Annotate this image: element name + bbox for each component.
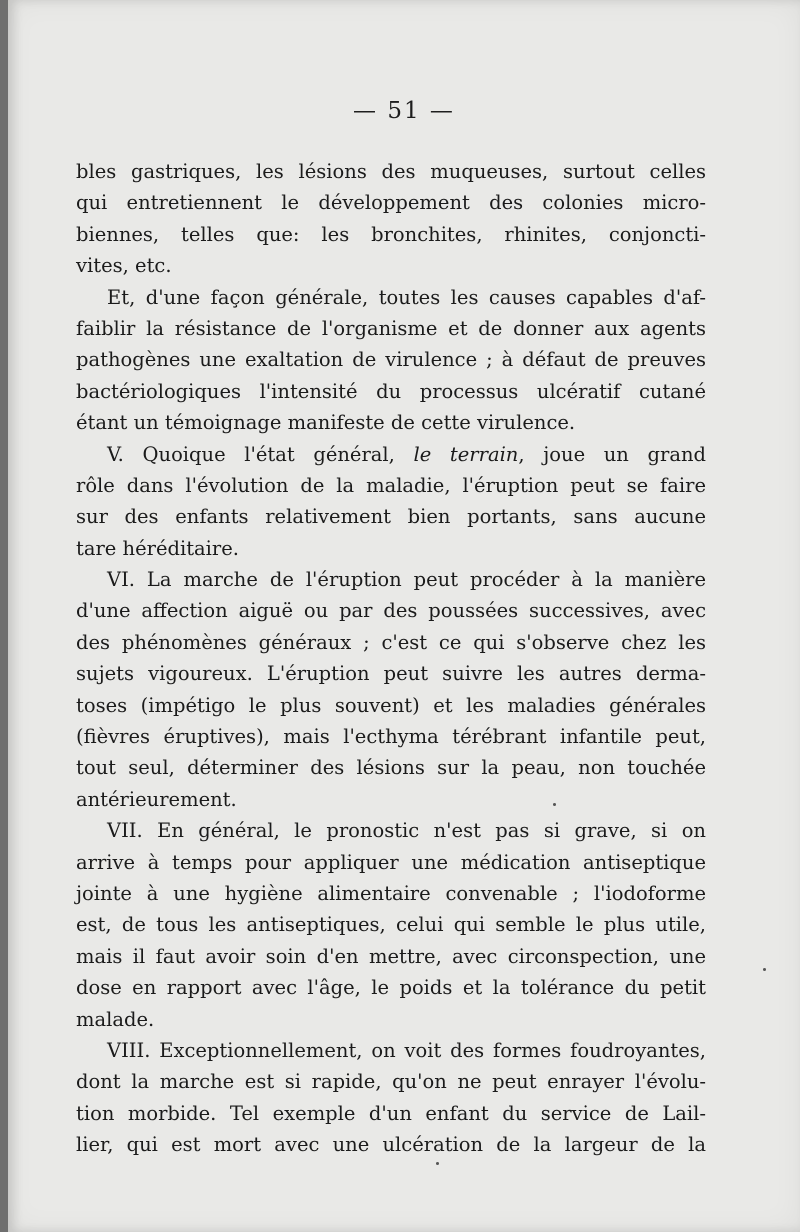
text-line: dose en rapport avec l'âge, le poids et la tolérance du petit: [76, 976, 706, 1000]
body-text: [76, 156, 706, 1161]
text-line: Et, d'une façon générale, toutes les causes capables d'af-: [107, 285, 706, 309]
paper-speck: [436, 1162, 439, 1165]
text-line: biennes, telles que: les bronchites, rhinites, conjoncti-: [76, 222, 706, 246]
page-number: — 51 —: [353, 98, 455, 124]
text-line: est, de tous les antiseptiques, celui qui semble le plus utile,: [76, 913, 706, 937]
paper-speck: [553, 803, 556, 806]
text-line: sujets vigoureux. L'éruption peut suivre les autres derma-: [76, 662, 706, 686]
text-line: VIII. Exceptionnellement, on voit des formes foudroyantes,: [107, 1038, 706, 1062]
text-line: étant un témoignage manifeste de cette virulence.: [76, 411, 576, 435]
book-page: [8, 0, 800, 1232]
text-line: bactériologiques l'intensité du processus ulcératif cutané: [76, 379, 706, 403]
text-line: des phénomènes généraux ; c'est ce qui s'observe chez les: [76, 630, 706, 654]
text-line: malade.: [76, 1007, 155, 1031]
text-line: dont la marche est si rapide, qu'on ne peut enrayer l'évolu-: [76, 1070, 706, 1094]
text-line: jointe à une hygiène alimentaire convenable ; l'iodoforme: [76, 881, 706, 905]
text-line: bles gastriques, les lésions des muqueuses, surtout celles: [76, 160, 706, 183]
paper-speck: [763, 968, 766, 971]
text-line: (fièvres éruptives), mais l'ecthyma térébrant infantile peut,: [76, 725, 706, 749]
text-line: tout seul, déterminer des lésions sur la peau, non touchée: [76, 756, 706, 780]
text-line: pathogènes une exaltation de virulence ; à défaut de preuves: [76, 348, 706, 372]
text-line: tion morbide. Tel exemple d'un enfant du service de Lail-: [76, 1101, 706, 1125]
text-line: lier, qui est mort avec une ulcération de la largeur de la: [76, 1133, 706, 1157]
text-line: qui entretiennent le développement des colonies micro-: [76, 191, 706, 215]
text-line: rôle dans l'évolution de la maladie, l'éruption peut se faire: [76, 473, 706, 497]
text-line: faiblir la résistance de l'organisme et de donner aux agents: [76, 316, 706, 340]
text-line: antérieurement.: [76, 787, 237, 811]
emphasis: le terrain: [413, 442, 519, 466]
text-line: arrive à temps pour appliquer une médication antiseptique: [76, 850, 706, 874]
text-line: V. Quoique l'état général, le terrain, joue un grand: [107, 442, 706, 466]
text-line: VII. En général, le pronostic n'est pas si grave, si on: [107, 819, 706, 843]
text-line: sur des enfants relativement bien portants, sans aucune: [76, 505, 706, 529]
text-line: VI. La marche de l'éruption peut procéder à la manière: [107, 568, 706, 592]
text-line: mais il faut avoir soin d'en mettre, avec circonspection, une: [76, 944, 706, 968]
text-line: d'une affection aiguë ou par des poussées successives, avec: [76, 599, 706, 623]
text-line: tare héréditaire.: [76, 536, 239, 560]
text-line: vites, etc.: [76, 254, 172, 278]
text-line: toses (impétigo le plus souvent) et les maladies générales: [76, 693, 706, 717]
